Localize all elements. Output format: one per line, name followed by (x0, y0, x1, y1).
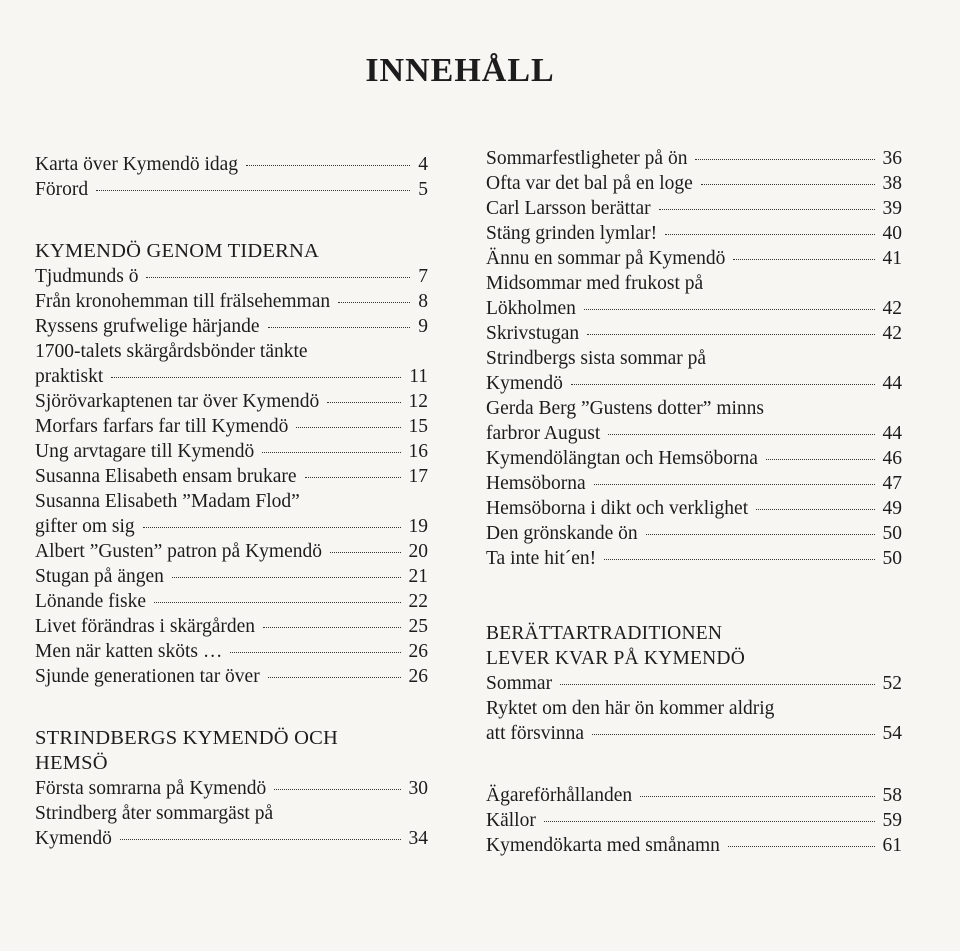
toc-entry-first-line: Susanna Elisabeth ”Madam Flod” (35, 491, 300, 512)
dot-leader (756, 509, 874, 510)
toc-entry-page-number: 46 (882, 448, 902, 469)
dot-leader (262, 452, 400, 453)
section-list (35, 264, 428, 689)
toc-entry (35, 614, 428, 639)
toc-entry-title: Ta inte hit´en! (486, 548, 597, 569)
dot-leader (330, 552, 401, 553)
section-heading: KYMENDÖ GENOM TIDERNA (35, 240, 319, 262)
toc-entry-page-number: 36 (882, 148, 902, 169)
toc-entry-title: Lönande fiske (35, 591, 147, 612)
toc-entry-page-number: 25 (408, 616, 428, 637)
toc-entry (35, 289, 428, 314)
dot-leader (587, 334, 874, 335)
toc-entry (486, 833, 902, 858)
toc-entry (35, 314, 428, 339)
toc-entry-page-number: 50 (882, 548, 902, 569)
toc-entry (35, 414, 428, 439)
toc-entry-title: Stäng grinden lymlar! (486, 223, 658, 244)
toc-entry-title: att försvinna (486, 723, 585, 744)
toc-entry (35, 776, 428, 801)
dot-leader (230, 652, 400, 653)
toc-entry (35, 264, 428, 289)
dot-leader (594, 484, 875, 485)
toc-entry-page-number: 16 (408, 441, 428, 462)
dot-leader (604, 559, 874, 560)
toc-entry-page-number: 12 (408, 391, 428, 412)
dot-leader (263, 627, 400, 628)
toc-entry (486, 296, 902, 321)
toc-entry-title: Albert ”Gusten” patron på Kymendö (35, 541, 322, 562)
toc-entry-title: Ofta var det bal på en loge (486, 173, 693, 194)
toc-entry-first-line: Midsommar med frukost på (486, 273, 704, 294)
toc-entry (35, 389, 428, 414)
toc-entry-title: Kymendölängtan och Hemsöborna (486, 448, 758, 469)
toc-entry (35, 639, 428, 664)
toc-entry-title: Ännu en sommar på Kymendö (486, 248, 726, 269)
toc-entry-page-number: 7 (418, 266, 428, 287)
toc-entry-page-number: 41 (882, 248, 902, 269)
toc-entry (486, 196, 902, 221)
toc-entry (35, 539, 428, 564)
dot-leader (268, 327, 411, 328)
toc-entry-page-number: 52 (882, 673, 902, 694)
toc-entry-first-line: Strindberg åter sommargäst på (35, 803, 274, 824)
dot-leader (640, 796, 874, 797)
toc-entry-title: Första somrarna på Kymendö (35, 778, 267, 799)
dot-leader (143, 527, 401, 528)
section-heading-continued: LEVER KVAR PÅ KYMENDÖ (486, 648, 745, 669)
toc-entry (486, 521, 902, 546)
toc-entry-title: Susanna Elisabeth ensam brukare (35, 466, 297, 487)
toc-entry-page-number: 39 (882, 198, 902, 219)
toc-entry-page-number: 26 (408, 666, 428, 687)
toc-entry-title: Kymendökarta med smånamn (486, 835, 720, 856)
section-heading: STRINDBERGS KYMENDÖ OCH (35, 727, 339, 749)
toc-entry-page-number: 9 (418, 316, 428, 337)
dot-leader (96, 190, 410, 191)
toc-entry-page-number: 26 (408, 641, 428, 662)
dot-leader (327, 402, 400, 403)
toc-entry-page-number: 38 (882, 173, 902, 194)
toc-entry-title: Hemsöborna (486, 473, 586, 494)
toc-entry (486, 471, 902, 496)
dot-leader (584, 309, 875, 310)
toc-entry-title: Men när katten sköts … (35, 641, 223, 662)
dot-leader (766, 459, 875, 460)
toc-entry (486, 221, 902, 246)
toc-entry (486, 783, 902, 808)
toc-entry-page-number: 19 (408, 516, 428, 537)
toc-entry-page-number: 5 (418, 179, 428, 200)
toc-entry (35, 464, 428, 489)
toc-entry-page-number: 17 (408, 466, 428, 487)
toc-entry-title: Sommarfestligheter på ön (486, 148, 688, 169)
toc-entry-title: gifter om sig (35, 516, 135, 537)
toc-entry (486, 721, 902, 746)
toc-entry-title: Skrivstugan (486, 323, 580, 344)
toc-entry-title: farbror August (486, 423, 601, 444)
toc-entry (35, 826, 428, 851)
dot-leader (592, 734, 874, 735)
toc-entry-first-line: Gerda Berg ”Gustens dotter” minns (486, 398, 764, 419)
toc-entry-page-number: 50 (882, 523, 902, 544)
dot-leader (305, 477, 401, 478)
toc-entry-title: Förord (35, 179, 89, 200)
toc-entry-page-number: 30 (408, 778, 428, 799)
dot-leader (560, 684, 874, 685)
toc-entry (486, 808, 902, 833)
entry-list (486, 146, 902, 571)
toc-entry-title: Sjunde generationen tar över (35, 666, 260, 687)
toc-entry-page-number: 54 (882, 723, 902, 744)
toc-entry-page-number: 44 (882, 423, 902, 444)
toc-entry (486, 446, 902, 471)
dot-leader (172, 577, 401, 578)
toc-entry-title: Sommar (486, 673, 553, 694)
toc-entry-title: Ryssens grufwelige härjande (35, 316, 260, 337)
dot-leader (544, 821, 875, 822)
toc-entry-title: Carl Larsson berättar (486, 198, 651, 219)
toc-entry-page-number: 4 (418, 154, 428, 175)
toc-entry-title: Lökholmen (486, 298, 576, 319)
toc-entry-page-number: 42 (882, 298, 902, 319)
toc-entry (35, 589, 428, 614)
toc-entry (35, 664, 428, 689)
dot-leader (120, 839, 401, 840)
toc-entry (486, 321, 902, 346)
toc-entry-title: Livet förändras i skärgården (35, 616, 256, 637)
dot-leader (733, 259, 874, 260)
toc-entry-page-number: 11 (409, 366, 428, 387)
toc-entry (35, 364, 428, 389)
toc-entry-title: Morfars farfars far till Kymendö (35, 416, 289, 437)
intro-list (35, 152, 428, 202)
section-list (35, 776, 428, 851)
dot-leader (571, 384, 875, 385)
toc-entry-page-number: 44 (882, 373, 902, 394)
dot-leader (146, 277, 410, 278)
toc-entry (35, 514, 428, 539)
dot-leader (665, 234, 874, 235)
dot-leader (274, 789, 400, 790)
section-heading-continued: HEMSÖ (35, 752, 108, 774)
toc-right-column (486, 146, 902, 858)
toc-entry-page-number: 47 (882, 473, 902, 494)
dot-leader (268, 677, 401, 678)
page-title: INNEHÅLL (365, 52, 555, 89)
toc-entry-first-line: Strindbergs sista sommar på (486, 348, 707, 369)
toc-left-column (35, 152, 428, 851)
toc-entry-title: Sjörövarkaptenen tar över Kymendö (35, 391, 320, 412)
dot-leader (246, 165, 410, 166)
dot-leader (701, 184, 875, 185)
toc-entry-page-number: 61 (882, 835, 902, 856)
toc-entry-title: Ägareförhållanden (486, 785, 633, 806)
toc-entry (35, 177, 428, 202)
toc-entry-page-number: 58 (882, 785, 902, 806)
toc-entry-title: Hemsöborna i dikt och verklighet (486, 498, 749, 519)
toc-entry-page-number: 42 (882, 323, 902, 344)
toc-entry (486, 421, 902, 446)
toc-entry-first-line: 1700-talets skärgårdsbönder tänkte (35, 341, 308, 362)
toc-entry (486, 546, 902, 571)
dot-leader (608, 434, 874, 435)
toc-entry-page-number: 15 (408, 416, 428, 437)
toc-entry-page-number: 59 (882, 810, 902, 831)
toc-entry (486, 371, 902, 396)
toc-entry-title: Från kronohemman till frälsehemman (35, 291, 331, 312)
toc-entry-page-number: 22 (408, 591, 428, 612)
toc-entry (486, 146, 902, 171)
section-heading: BERÄTTARTRADITIONEN (486, 623, 723, 644)
toc-entry-first-line: Ryktet om den här ön kommer aldrig (486, 698, 775, 719)
toc-entry-page-number: 8 (418, 291, 428, 312)
dot-leader (646, 534, 875, 535)
dot-leader (296, 427, 400, 428)
dot-leader (728, 846, 875, 847)
toc-entry-page-number: 40 (882, 223, 902, 244)
toc-entry-title: Ung arvtagare till Kymendö (35, 441, 255, 462)
dot-leader (111, 377, 401, 378)
toc-entry-title: Källor (486, 810, 536, 831)
toc-entry-page-number: 21 (408, 566, 428, 587)
toc-entry-title: Karta över Kymendö idag (35, 154, 239, 175)
toc-entry (35, 152, 428, 177)
appendix-list (486, 783, 902, 858)
toc-entry-page-number: 34 (408, 828, 428, 849)
toc-entry (486, 246, 902, 271)
toc-entry-title: Tjudmunds ö (35, 266, 139, 287)
section-list (486, 671, 902, 746)
toc-entry-title: Den grönskande ön (486, 523, 638, 544)
toc-entry-title: Kymendö (35, 828, 112, 849)
toc-entry-title: Stugan på ängen (35, 566, 164, 587)
toc-entry-page-number: 49 (882, 498, 902, 519)
dot-leader (659, 209, 875, 210)
toc-entry-page-number: 20 (408, 541, 428, 562)
dot-leader (338, 302, 410, 303)
dot-leader (695, 159, 874, 160)
toc-entry-title: Kymendö (486, 373, 563, 394)
dot-leader (154, 602, 400, 603)
toc-entry (486, 671, 902, 696)
toc-entry (35, 564, 428, 589)
toc-entry (486, 171, 902, 196)
toc-entry (35, 439, 428, 464)
toc-entry-title: praktiskt (35, 366, 104, 387)
toc-entry (486, 496, 902, 521)
